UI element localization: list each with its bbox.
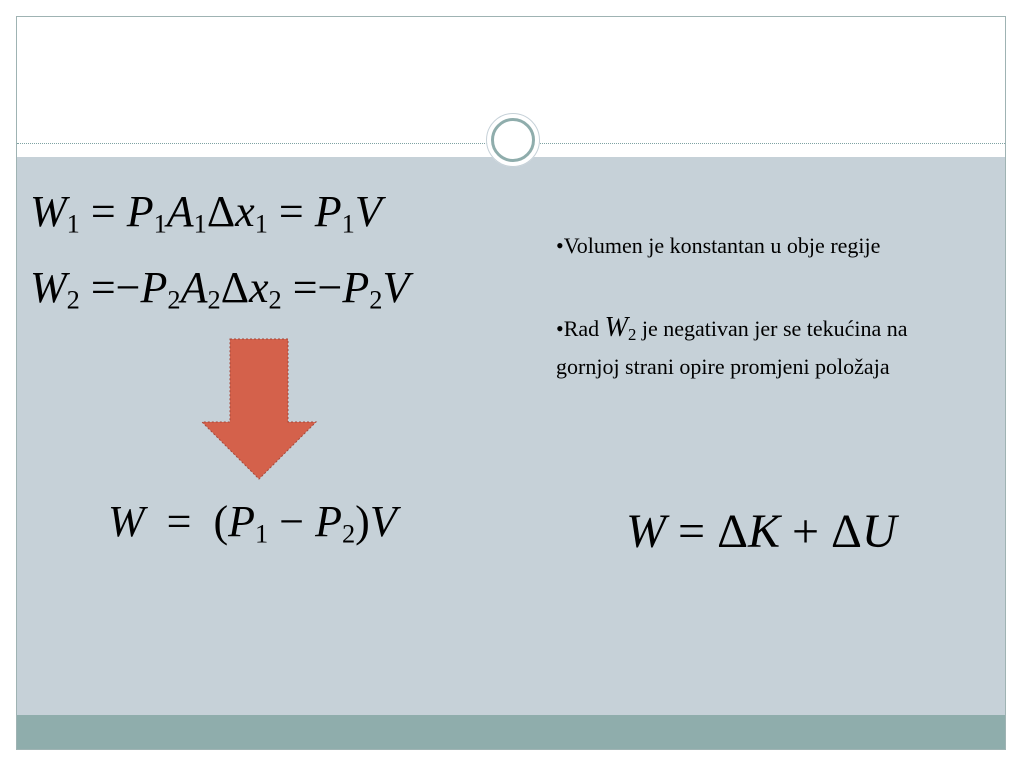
footer-bar xyxy=(17,715,1005,750)
ring-ornament-icon xyxy=(486,113,540,167)
equation-work-1: $W_1 = P_1A_1\Delta x_1 = P_1V$ xyxy=(30,187,382,239)
bullet-list xyxy=(556,230,976,383)
equation-energy: W = ΔK + ΔU xyxy=(626,505,897,558)
bullet-volume: •Volumen je konstantan u obje regije xyxy=(556,233,881,258)
down-arrow-icon xyxy=(200,338,318,480)
bullet-work-negative: •Rad $W_2$ je negativan jer se tekućina na gornjoj strani opire promjeni položaja xyxy=(556,312,908,380)
equation-total-work: $W = (P_1 - P_2)V$ xyxy=(108,497,397,549)
equation-work-2: $W_2 =-P_2A_2\Delta x_2 =-P_2V$ xyxy=(30,263,410,315)
